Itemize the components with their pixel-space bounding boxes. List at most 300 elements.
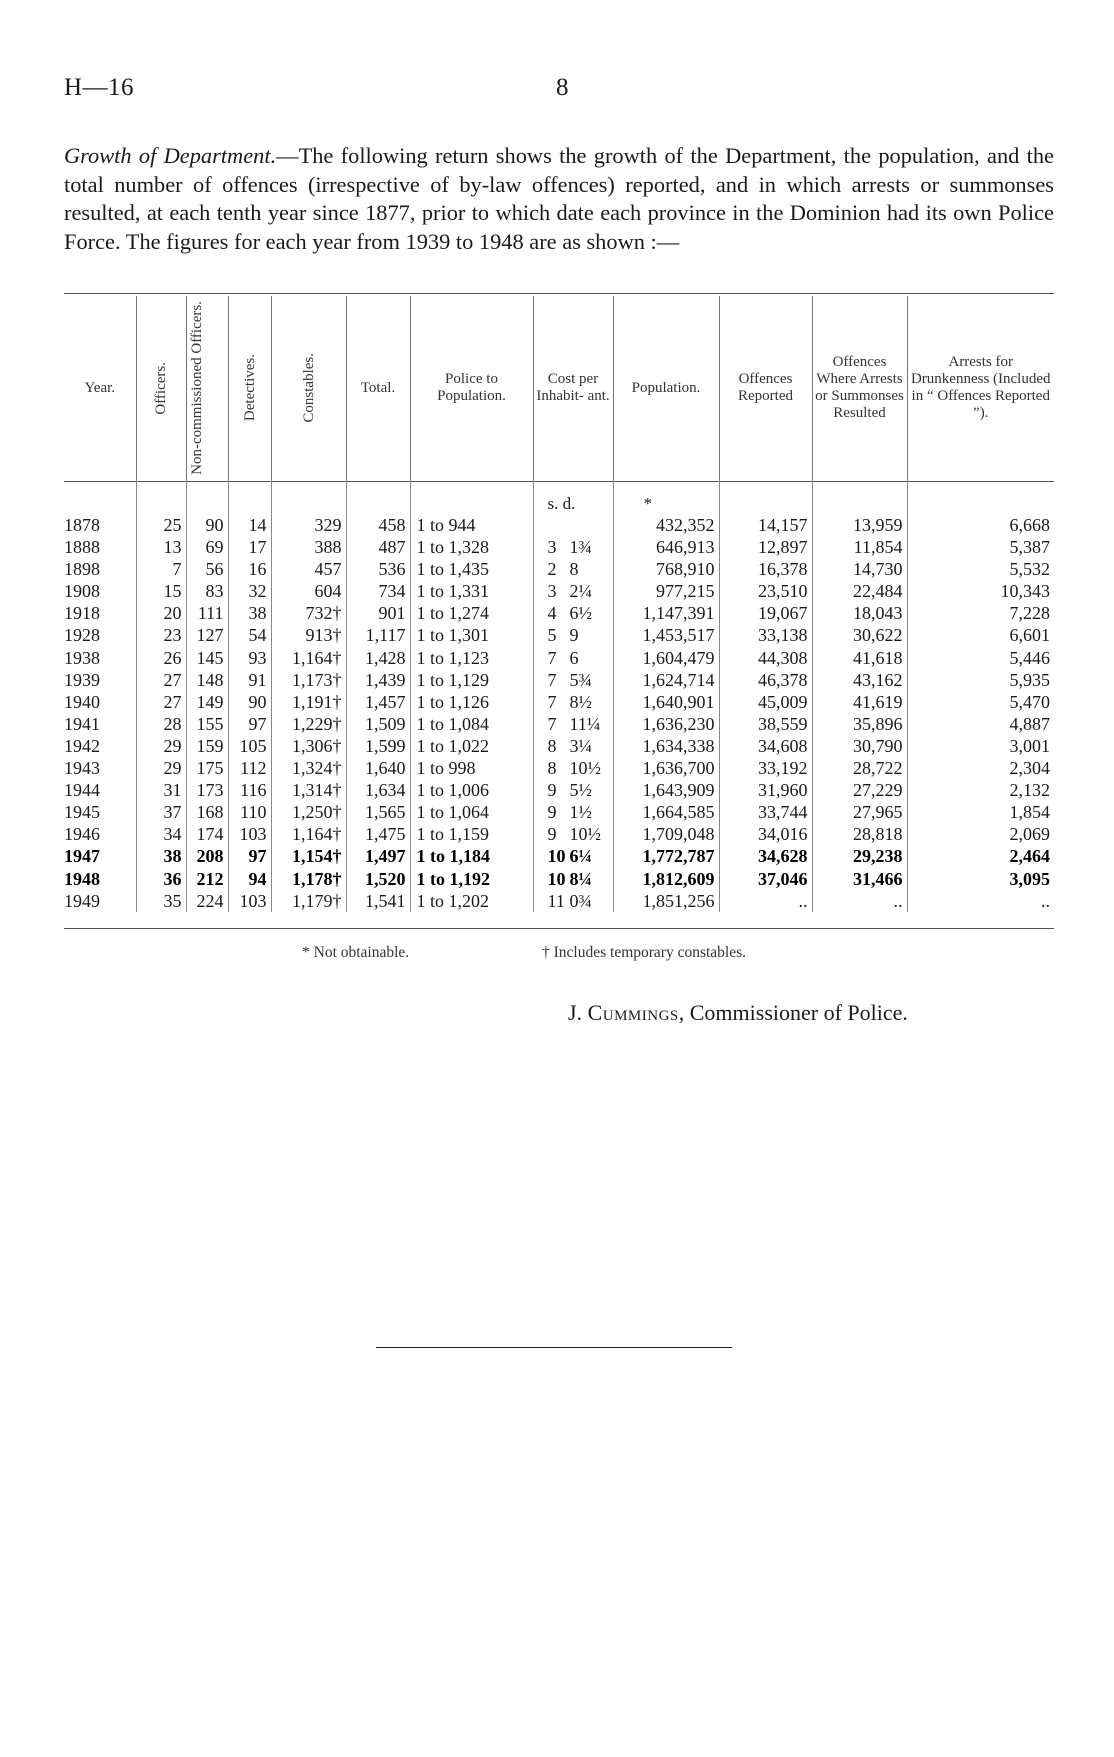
cell-detectives: 32 (228, 580, 271, 602)
table-row (64, 713, 1054, 735)
cost-pence: 5¾ (569, 669, 592, 690)
cell-police-ratio: 1 to 1,301 (410, 624, 533, 646)
cost-pence: 3¼ (569, 735, 592, 756)
cell-officers: 28 (136, 713, 186, 735)
header-year: Year. (84, 379, 116, 396)
page-header (64, 74, 1054, 114)
cell-offences-reported: 46,378 (719, 669, 812, 691)
table-row (64, 779, 1054, 801)
intro-body: —The following return shows the growth of the Department, the population, and the total number of offences (irrespective of by-law offences) reported, and in which arrests or summonses resulted, at each tenth year since 1877, prior to which date each province in the Dominion had its own Police Force. The figures for each year from 1939 to 1948 are as shown :— (64, 143, 1054, 254)
cell-nco: 111 (186, 602, 228, 624)
cell-constables: 388 (271, 536, 346, 558)
cell-cost (533, 691, 613, 713)
cost-shillings: 9 (547, 780, 557, 801)
header-population: Population. (613, 296, 719, 480)
cell-officers: 26 (136, 647, 186, 669)
cell-cost (533, 514, 613, 536)
cell-year: 1942 (64, 735, 100, 756)
cell-offences-arrests: 41,618 (812, 647, 907, 669)
cell-offences-arrests: 41,619 (812, 691, 907, 713)
cell-year: 1888 (64, 537, 100, 558)
cell-nco: 159 (186, 735, 228, 757)
cost-pence: 11¼ (569, 713, 601, 734)
cell-offences-arrests: .. (812, 890, 907, 912)
header-drunkenness: Arrests for Drunkenness (Included in “ Offences Reported ”). (907, 296, 1054, 480)
cell-total: 1,497 (346, 845, 410, 867)
cell-constables: 1,179† (271, 890, 346, 912)
cell-officers: 37 (136, 801, 186, 823)
cell-drunkenness: 5,532 (907, 558, 1054, 580)
cell-police-ratio: 1 to 1,126 (410, 691, 533, 713)
cell-police-ratio: 1 to 1,192 (410, 868, 533, 890)
cell-constables: 1,164† (271, 823, 346, 845)
cell-drunkenness: 2,132 (907, 779, 1054, 801)
cell-year: 1898 (64, 559, 100, 580)
cell-constables: 1,164† (271, 647, 346, 669)
cell-police-ratio: 1 to 1,006 (410, 779, 533, 801)
cell-year: 1949 (64, 890, 100, 911)
cell-total: 1,599 (346, 735, 410, 757)
cell-offences-arrests: 18,043 (812, 602, 907, 624)
cell-total: 1,565 (346, 801, 410, 823)
cell-offences-arrests: 30,790 (812, 735, 907, 757)
cell-constables: 732† (271, 602, 346, 624)
cell-officers: 31 (136, 779, 186, 801)
cell-offences-arrests: 29,238 (812, 845, 907, 867)
cell-cost (533, 669, 613, 691)
cell-constables: 1,173† (271, 669, 346, 691)
cell-detectives: 14 (228, 514, 271, 536)
cell-detectives: 112 (228, 757, 271, 779)
cell-cost (533, 580, 613, 602)
cell-offences-reported: 34,608 (719, 735, 812, 757)
cell-constables: 1,191† (271, 691, 346, 713)
cell-drunkenness: .. (907, 890, 1054, 912)
cell-population: 1,604,479 (613, 647, 719, 669)
cell-constables: 329 (271, 514, 346, 536)
cell-police-ratio: 1 to 1,022 (410, 735, 533, 757)
cell-year: 1878 (64, 515, 100, 535)
cell-drunkenness: 6,668 (907, 514, 1054, 536)
cell-cost (533, 845, 613, 867)
header-offences-arrests: Offences Where Arrests or Summonses Resulted (812, 296, 907, 480)
cell-cost (533, 868, 613, 890)
cell-population: 1,634,338 (613, 735, 719, 757)
cell-drunkenness: 5,387 (907, 536, 1054, 558)
cell-offences-arrests: 11,854 (812, 536, 907, 558)
cell-cost (533, 757, 613, 779)
cell-nco: 175 (186, 757, 228, 779)
cost-pence: 10½ (569, 758, 601, 779)
cell-offences-arrests: 14,730 (812, 558, 907, 580)
cell-population: 1,851,256 (613, 890, 719, 912)
cell-nco: 224 (186, 890, 228, 912)
cell-population: 1,636,230 (613, 713, 719, 735)
table-row (64, 868, 1054, 890)
cell-officers: 35 (136, 890, 186, 912)
cell-population: 768,910 (613, 558, 719, 580)
cell-offences-reported: 31,960 (719, 779, 812, 801)
cell-year: 1945 (64, 802, 100, 823)
cost-pence: 2¼ (569, 581, 592, 602)
cell-cost (533, 823, 613, 845)
cell-nco: 173 (186, 779, 228, 801)
cell-cost (533, 624, 613, 646)
cost-pence: 10½ (569, 824, 601, 845)
cell-offences-reported: .. (719, 890, 812, 912)
cell-drunkenness: 2,304 (907, 757, 1054, 779)
cell-cost (533, 779, 613, 801)
cell-total: 1,541 (346, 890, 410, 912)
cell-cost (533, 713, 613, 735)
cell-offences-reported: 33,138 (719, 624, 812, 646)
cell-population: 1,147,391 (613, 602, 719, 624)
cost-shillings: 9 (547, 802, 557, 823)
cell-year: 1941 (64, 713, 100, 734)
cell-total: 1,640 (346, 757, 410, 779)
cell-police-ratio: 1 to 1,328 (410, 536, 533, 558)
table-row (64, 558, 1054, 580)
cell-constables: 1,306† (271, 735, 346, 757)
cell-year: 1940 (64, 691, 100, 712)
cell-detectives: 93 (228, 647, 271, 669)
table-row (64, 514, 1054, 536)
intro-paragraph (64, 142, 1054, 256)
cell-police-ratio: 1 to 1,274 (410, 602, 533, 624)
cell-offences-arrests: 35,896 (812, 713, 907, 735)
table-row (64, 602, 1054, 624)
cell-police-ratio: 1 to 1,435 (410, 558, 533, 580)
cell-nco: 69 (186, 536, 228, 558)
closing-rule (376, 1347, 732, 1348)
cell-total: 536 (346, 558, 410, 580)
cell-constables: 1,324† (271, 757, 346, 779)
cell-total: 901 (346, 602, 410, 624)
cell-year: 1947 (64, 846, 100, 867)
cost-shillings: 8 (547, 735, 557, 756)
cell-drunkenness: 2,069 (907, 823, 1054, 845)
table-row (64, 580, 1054, 602)
cell-total: 1,509 (346, 713, 410, 735)
cell-officers: 34 (136, 823, 186, 845)
table-row (64, 845, 1054, 867)
cell-officers: 36 (136, 868, 186, 890)
cell-offences-reported: 37,046 (719, 868, 812, 890)
cell-drunkenness: 5,470 (907, 691, 1054, 713)
cell-cost (533, 558, 613, 580)
cell-offences-reported: 16,378 (719, 558, 812, 580)
cost-shillings: 9 (547, 824, 557, 845)
cell-total: 1,520 (346, 868, 410, 890)
cell-officers: 27 (136, 691, 186, 713)
cost-pence: 1½ (569, 802, 592, 823)
header-row (64, 296, 1054, 480)
cell-nco: 168 (186, 801, 228, 823)
cell-population: 1,453,517 (613, 624, 719, 646)
unit-row (64, 480, 1054, 514)
cell-officers: 23 (136, 624, 186, 646)
table-row (64, 691, 1054, 713)
cost-pence: 1¾ (569, 537, 592, 558)
cost-shillings: 3 (547, 581, 557, 602)
cell-constables: 1,178† (271, 868, 346, 890)
cell-police-ratio: 1 to 1,202 (410, 890, 533, 912)
cell-year: 1938 (64, 647, 100, 668)
cost-pence: 6 (569, 647, 579, 668)
cell-cost (533, 602, 613, 624)
cost-shillings: 2 (547, 559, 557, 580)
cell-detectives: 103 (228, 823, 271, 845)
cell-population: 1,624,714 (613, 669, 719, 691)
cell-offences-arrests: 30,622 (812, 624, 907, 646)
cell-nco: 127 (186, 624, 228, 646)
cell-officers: 15 (136, 580, 186, 602)
cell-officers: 7 (136, 558, 186, 580)
cell-total: 1,428 (346, 647, 410, 669)
cell-total: 1,457 (346, 691, 410, 713)
cell-constables: 1,250† (271, 801, 346, 823)
footnote-not-obtainable: * Not obtainable. (302, 944, 410, 961)
cost-unit-label: s. d. (533, 480, 613, 514)
cell-drunkenness: 5,446 (907, 647, 1054, 669)
cell-detectives: 17 (228, 536, 271, 558)
cost-shillings: 7 (547, 647, 557, 668)
cell-offences-arrests: 43,162 (812, 669, 907, 691)
cell-year: 1943 (64, 758, 100, 779)
cell-police-ratio: 1 to 1,184 (410, 845, 533, 867)
cell-detectives: 94 (228, 868, 271, 890)
cell-offences-reported: 12,897 (719, 536, 812, 558)
cell-police-ratio: 1 to 1,123 (410, 647, 533, 669)
cost-pence: 6½ (569, 603, 592, 624)
cell-detectives: 110 (228, 801, 271, 823)
cell-total: 734 (346, 580, 410, 602)
signature-title: , Commissioner of Police. (678, 1000, 908, 1025)
cell-offences-arrests: 28,722 (812, 757, 907, 779)
cell-drunkenness: 1,854 (907, 801, 1054, 823)
table-row (64, 801, 1054, 823)
cell-police-ratio: 1 to 1,084 (410, 713, 533, 735)
cost-pence: 0¾ (569, 890, 592, 911)
cost-shillings: 11 (547, 890, 565, 911)
header-nco: Non-commissioned Officers. (186, 296, 228, 480)
cell-police-ratio: 1 to 1,331 (410, 580, 533, 602)
cell-year: 1908 (64, 581, 100, 602)
cell-population: 1,636,700 (613, 757, 719, 779)
cell-drunkenness: 5,935 (907, 669, 1054, 691)
cell-officers: 13 (136, 536, 186, 558)
cell-police-ratio: 1 to 998 (410, 757, 533, 779)
growth-table (64, 296, 1054, 912)
table-top-rule (64, 293, 1054, 294)
cost-shillings: 8 (547, 758, 557, 779)
cell-drunkenness: 10,343 (907, 580, 1054, 602)
cell-population: 432,352 (613, 514, 719, 536)
cell-offences-reported: 34,628 (719, 845, 812, 867)
cell-constables: 604 (271, 580, 346, 602)
table-row (64, 823, 1054, 845)
cell-constables: 1,154† (271, 845, 346, 867)
table-row (64, 669, 1054, 691)
cell-year: 1939 (64, 669, 100, 690)
cell-year: 1928 (64, 625, 100, 646)
cell-total: 1,439 (346, 669, 410, 691)
cell-year: 1918 (64, 603, 100, 624)
header-cost-per-inhabitant: Cost per Inhabit- ant. (533, 296, 613, 480)
cell-offences-arrests: 27,965 (812, 801, 907, 823)
cell-drunkenness: 6,601 (907, 624, 1054, 646)
cell-nco: 174 (186, 823, 228, 845)
header-police-to-population: Police to Population. (410, 296, 533, 480)
cell-cost (533, 536, 613, 558)
cell-officers: 38 (136, 845, 186, 867)
cell-officers: 29 (136, 757, 186, 779)
cell-police-ratio: 1 to 1,159 (410, 823, 533, 845)
cell-population: 646,913 (613, 536, 719, 558)
cell-detectives: 91 (228, 669, 271, 691)
cost-pence: 9 (569, 625, 579, 646)
cell-offences-reported: 34,016 (719, 823, 812, 845)
cell-constables: 913† (271, 624, 346, 646)
cell-population: 977,215 (613, 580, 719, 602)
table-row (64, 536, 1054, 558)
signature-initial: J. (568, 1000, 583, 1025)
cell-constables: 1,314† (271, 779, 346, 801)
cost-shillings: 4 (547, 603, 557, 624)
cell-constables: 457 (271, 558, 346, 580)
cell-drunkenness: 3,001 (907, 735, 1054, 757)
cost-pence: 5½ (569, 780, 592, 801)
cell-offences-reported: 38,559 (719, 713, 812, 735)
cell-year: 1944 (64, 780, 100, 801)
header-detectives: Detectives. (228, 296, 271, 480)
cell-drunkenness: 4,887 (907, 713, 1054, 735)
cell-nco: 208 (186, 845, 228, 867)
cell-officers: 20 (136, 602, 186, 624)
cell-total: 1,634 (346, 779, 410, 801)
cell-offences-arrests: 27,229 (812, 779, 907, 801)
cell-total: 1,117 (346, 624, 410, 646)
cell-offences-arrests: 13,959 (812, 514, 907, 536)
cell-officers: 25 (136, 514, 186, 536)
cost-shillings: 7 (547, 713, 557, 734)
cell-nco: 145 (186, 647, 228, 669)
header-officers: Officers. (136, 296, 186, 480)
cost-pence: 8½ (569, 691, 592, 712)
population-note-marker: * (613, 480, 719, 514)
cell-detectives: 54 (228, 624, 271, 646)
cell-population: 1,709,048 (613, 823, 719, 845)
cell-nco: 90 (186, 514, 228, 536)
cell-detectives: 38 (228, 602, 271, 624)
cell-constables: 1,229† (271, 713, 346, 735)
cost-shillings: 7 (547, 691, 557, 712)
signature (568, 1000, 908, 1026)
cost-pence: 8 (569, 559, 579, 580)
cell-detectives: 90 (228, 691, 271, 713)
cell-population: 1,664,585 (613, 801, 719, 823)
cost-shillings: 7 (547, 669, 557, 690)
cell-year: 1948 (64, 868, 100, 889)
cell-officers: 29 (136, 735, 186, 757)
cell-officers: 27 (136, 669, 186, 691)
table-bottom-rule (64, 928, 1054, 929)
page-number: 8 (556, 74, 569, 101)
cell-offences-reported: 19,067 (719, 602, 812, 624)
table-row (64, 757, 1054, 779)
cell-population: 1,640,901 (613, 691, 719, 713)
table-row (64, 624, 1054, 646)
cell-population: 1,643,909 (613, 779, 719, 801)
cell-detectives: 97 (228, 845, 271, 867)
cell-offences-arrests: 31,466 (812, 868, 907, 890)
cost-pence: 6¼ (569, 846, 592, 867)
cell-cost (533, 801, 613, 823)
cell-detectives: 16 (228, 558, 271, 580)
signature-surname: Cummings (587, 1000, 679, 1025)
cell-detectives: 97 (228, 713, 271, 735)
cell-detectives: 116 (228, 779, 271, 801)
cost-shillings: 5 (547, 625, 557, 646)
cell-offences-reported: 14,157 (719, 514, 812, 536)
table-row (64, 735, 1054, 757)
cell-nco: 155 (186, 713, 228, 735)
cell-detectives: 105 (228, 735, 271, 757)
cell-cost (533, 647, 613, 669)
cell-nco: 56 (186, 558, 228, 580)
cost-shillings: 10 (547, 846, 566, 867)
cell-nco: 212 (186, 868, 228, 890)
cell-nco: 149 (186, 691, 228, 713)
cell-drunkenness: 7,228 (907, 602, 1054, 624)
cell-nco: 83 (186, 580, 228, 602)
page-reference: H—16 (64, 74, 135, 101)
cell-offences-reported: 33,744 (719, 801, 812, 823)
cell-cost (533, 890, 613, 912)
section-lead: Growth of Department. (64, 143, 277, 168)
cell-offences-reported: 45,009 (719, 691, 812, 713)
cell-total: 1,475 (346, 823, 410, 845)
cell-total: 458 (346, 514, 410, 536)
cell-offences-reported: 23,510 (719, 580, 812, 602)
cell-detectives: 103 (228, 890, 271, 912)
cost-shillings: 3 (547, 537, 557, 558)
cell-year: 1946 (64, 824, 100, 845)
cell-police-ratio: 1 to 1,064 (410, 801, 533, 823)
cell-offences-arrests: 22,484 (812, 580, 907, 602)
footnote-temporary-constables: † Includes temporary constables. (542, 944, 747, 961)
cost-pence: 8¼ (569, 868, 592, 889)
cell-nco: 148 (186, 669, 228, 691)
cell-population: 1,772,787 (613, 845, 719, 867)
table-row (64, 647, 1054, 669)
cost-shillings: 10 (547, 868, 566, 889)
cell-population: 1,812,609 (613, 868, 719, 890)
cell-offences-arrests: 28,818 (812, 823, 907, 845)
cell-drunkenness: 3,095 (907, 868, 1054, 890)
header-offences-reported: Offences Reported (719, 296, 812, 480)
cell-police-ratio: 1 to 1,129 (410, 669, 533, 691)
header-constables: Constables. (271, 296, 346, 480)
cell-offences-reported: 33,192 (719, 757, 812, 779)
header-total: Total. (346, 296, 410, 480)
cell-offences-reported: 44,308 (719, 647, 812, 669)
cell-drunkenness: 2,464 (907, 845, 1054, 867)
cell-cost (533, 735, 613, 757)
cell-total: 487 (346, 536, 410, 558)
cell-police-ratio: 1 to 944 (410, 514, 533, 536)
table-row (64, 890, 1054, 912)
